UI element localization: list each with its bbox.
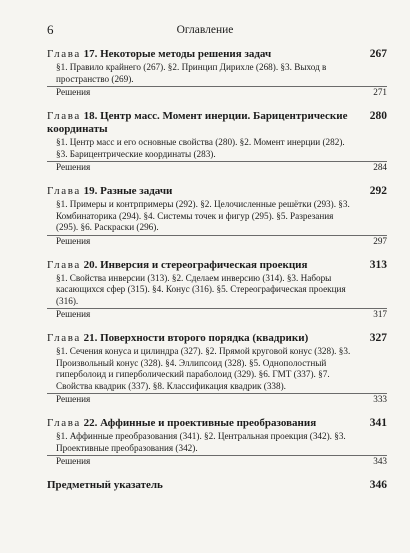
chapter-heading	[47, 48, 387, 61]
chapter-page: 327	[369, 332, 387, 344]
chapter-heading	[47, 417, 387, 430]
chapter-page: 313	[369, 258, 387, 271]
chapter-heading	[47, 259, 387, 272]
solutions-line	[47, 393, 387, 405]
solutions-label: Решения	[56, 162, 91, 172]
solutions-page: 333	[373, 394, 387, 404]
solutions-page: 297	[373, 235, 387, 246]
solutions-line	[47, 161, 387, 173]
chapter-word: Глава	[47, 258, 81, 271]
chapter-sections: §1. Центр масс и его основные свойства (280). §2. Момент инерции (282). §3. Барицентрические координаты (283).	[56, 137, 345, 159]
chapter-page: 280	[369, 110, 387, 122]
chapter-sections: §1. Сечения конуса и цилиндра (327). §2. Прямой круговой конус (328). §3. Произвольный конус (328). §4. Эллипсоид (328). §5. Однополостный гиперболоид и гиперболический параболоид (329). §6. ГМТ (337). §7. Свойства квадрик (337). §8. Классификация квадрик (338).	[56, 346, 351, 391]
chapter-sections: §1. Аффинные преобразования (341). §2. Центральная проекция (342). §3. Проективные преобразования (342).	[56, 431, 346, 453]
chapter-title: 20. Инверсия и стереографическая проекция	[83, 258, 308, 271]
chapter-heading	[47, 185, 387, 198]
chapter-21	[47, 332, 387, 405]
solutions-label: Решения	[56, 87, 91, 97]
solutions-line	[47, 455, 387, 467]
solutions-line	[47, 86, 387, 98]
table-of-contents	[47, 48, 387, 492]
solutions-label: Решения	[56, 394, 91, 404]
chapter-sections: §1. Примеры и контрпримеры (292). §2. Целочисленные решётки (293). §3. Комбинаторика (294). §4. Системы точек и фигур (295). §5. Разрезания (295). §6. Раскраски (296).	[56, 199, 350, 232]
chapter-title: 22. Аффинные и проективные преобразования	[83, 417, 317, 429]
chapter-word: Глава	[47, 110, 81, 122]
chapter-page: 267	[369, 48, 387, 60]
solutions-line	[47, 235, 387, 247]
solutions-page: 271	[373, 87, 387, 97]
solutions-label: Решения	[56, 235, 91, 246]
chapter-19	[47, 185, 387, 247]
chapter-page: 341	[369, 417, 387, 429]
chapter-title: 17. Некоторые методы решения задач	[83, 48, 272, 60]
index-page: 346	[369, 479, 387, 491]
index-title: Предметный указатель	[47, 479, 163, 491]
chapter-sections: §1. Свойства инверсии (313). §2. Сделаем инверсию (314). §3. Наборы касающихся сфер (315). §4. Конус (316). §5. Стереографическая проекция (316).	[56, 272, 346, 306]
subject-index-entry	[47, 479, 387, 492]
solutions-page: 284	[373, 162, 387, 172]
solutions-label: Решения	[56, 309, 91, 319]
page-number: 6	[47, 22, 54, 37]
chapter-heading	[47, 332, 387, 345]
chapter-title: 21. Поверхности второго порядка (квадрики)	[83, 332, 309, 344]
chapter-word: Глава	[47, 185, 81, 197]
chapter-heading	[47, 110, 387, 136]
running-title: Оглавление	[176, 24, 234, 36]
chapter-word: Глава	[47, 332, 81, 344]
chapter-17	[47, 48, 387, 98]
solutions-line	[47, 308, 387, 320]
chapter-18	[47, 110, 387, 173]
chapter-word: Глава	[47, 48, 81, 60]
chapter-20	[47, 259, 387, 321]
chapter-22	[47, 417, 387, 467]
solutions-page: 317	[373, 309, 387, 319]
solutions-label: Решения	[56, 456, 91, 466]
chapter-page: 292	[369, 185, 387, 197]
chapter-sections: §1. Правило крайнего (267). §2. Принцип Дирихле (268). §3. Выход в пространство (269).	[56, 62, 327, 84]
chapter-title: 18. Центр масс. Момент инерции. Барицентрические координаты	[47, 110, 348, 135]
chapter-title: 19. Разные задачи	[83, 185, 173, 197]
chapter-word: Глава	[47, 417, 81, 429]
solutions-page: 343	[373, 456, 387, 466]
